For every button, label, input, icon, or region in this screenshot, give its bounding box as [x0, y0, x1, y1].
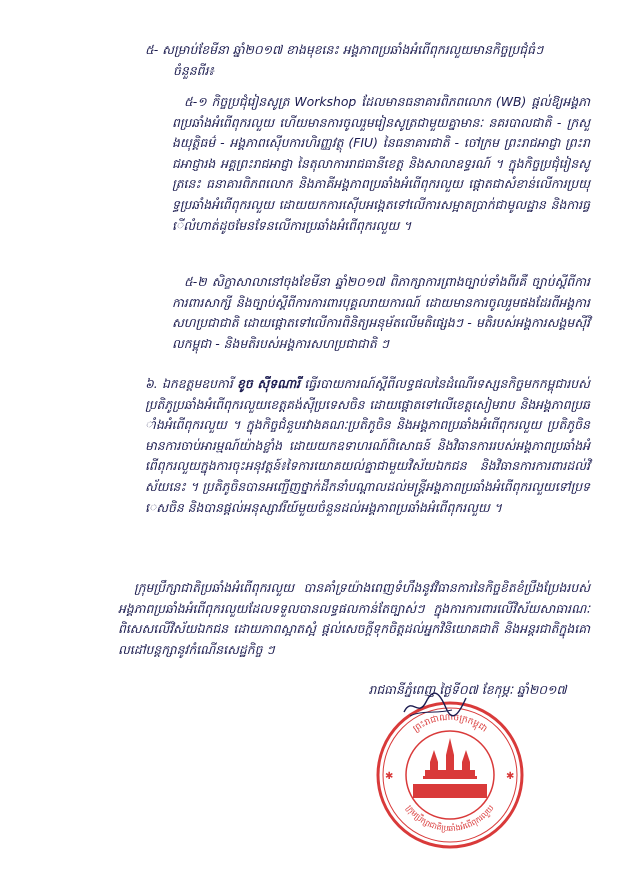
item-5-heading: ៥- សម្រាប់ខែមីនា ឆ្នាំ២០១៧ ខាងមុខនេះ អង្គភាពប្រឆាំងអំពើពុករលួយមានកិច្ចប្រជុំធំៗ: [145, 42, 544, 57]
item-6: [145, 374, 590, 518]
seal-star-right-icon: ✱: [506, 771, 515, 782]
signoff-date-line: រាជធានីភ្នំពេញ ថ្ងៃទី០៧ ខែកុម្ភៈ ឆ្នាំ២០១៧: [368, 682, 567, 697]
angkor-temple-icon: [423, 738, 477, 779]
item-5-1-paragraph: ៥-១ កិច្ចប្រជុំរៀនសូត្រ Workshop ដែលមានធនាគារពិភពលោក (WB) ផ្ដល់ឱ្យអង្គភាពប្រឆាំងអំពើពុករលួយ ហើយមានការចូលរួមរៀនសូត្រជាមួយគ្នាមានៈ នគរបាលជាតិ - ក្រសួងយុត្តិធម៌ - អង្គភាពស៊ើបការហិរញ្ញវត្ថុ (FIU) នៃធនាគារជាតិ - ចៅក្រម ព្រះរាជអាជ្ញា ព្រះរាជអាជ្ញារង អគ្គព្រះរាជអាជ្ញា នៃតុលាការរាជធានីខេត្ត និងសាលាឧទ្ធរណ៍ ។ ក្នុងកិច្ចប្រជុំរៀនសូត្រនេះ ធនាគារពិភពលោក និងភាគីអង្គភាពប្រឆាំងអំពើពុករលួយ ផ្ដោតជាសំខាន់លើការប្រយុទ្ធប្រឆាំងអំពើពុករលួយ ដោយយកការស៊ើបអង្កេតទៅលើការសម្អាតប្រាក់ជាមូលដ្ឋាន និងការធ្វើលំហាត់ដូចមែនទែនលើការប្រឆាំងអំពើពុករលួយ ។: [172, 94, 590, 233]
item-6-number: ៦.: [145, 376, 158, 391]
item-6-text: ធ្វើរបាយការណ៍ស្ដីពីលទ្ធផលនៃដំណើរទស្សនកិច្ចមកកម្ពុជារបស់ប្រតិភូប្រឆាំងអំពើពុករលួយខេត្តគង់ស៊ីប្រទេសចិន ដោយផ្ដោតទៅលើខេត្តសៀមរាប និងអង្គភាពប្រឆាំងអំពើពុករលួយ ។ ក្នុងកិច្ចជំនួបរវាងគណៈប្រតិភូចិន និងអង្គភាពប្រឆាំងអំពើពុករលួយ ប្រតិភូចិនមានការចាប់អារម្មណ៍យ៉ាងខ្លាំង ដោយយកឧទាហរណ៍ពិសោធន៍ និងវិធានការរបស់អង្គភាពប្រឆាំងអំពើពុករលួយក្នុងការចុះអនុវត្តន៍៖ទៃការយោគយល់គ្នាជាមួយវិស័យឯកជន និងវិធានការការពារដល់វិស័យនេះ ។ ប្រតិភូចិនបានអញ្ជើញថ្នាក់ដឹកនាំបណ្ដាលដល់មន្ត្រីអង្គភាពប្រឆាំងអំពើពុករលួយទៅប្រទេសចិន និងបានផ្ដល់អនុស្សាវរីយ៍មួយចំនួនដល់អង្គភាពប្រឆាំងអំពើពុករលួយ ។: [145, 376, 590, 515]
seal-outer-text: ព្រះរាជាណាចក្រកម្ពុជា: [411, 712, 489, 735]
item-5-2-paragraph: ៥-២ សិក្ខាសាលានៅចុងខែមីនា ឆ្នាំ២០១៧ ពិភាក្សាការព្រាងច្បាប់ទាំងពីរគឺ ច្បាប់ស្ដីពីការការពារសាក្សី និងច្បាប់ស្ដីពីការការពារបុគ្គលរាយការណ៍ ដោយមានការចូលរួមផងដែរពីអង្គការសហប្រជាជាតិ ដោយផ្ដោតទៅលើការពិនិត្យអនុម័តលើមតិផ្សេងៗ - មតិរបស់អង្គការសង្គមស៊ីវិលកម្ពុជា - និងមតិរបស់អង្គការសហប្រជាជាតិ ៗ: [172, 274, 590, 351]
item-5: [145, 40, 587, 81]
seal-banner: [413, 784, 487, 798]
seal-bottom-text: ក្រុមប្រឹក្សាជាតិប្រឆាំងអំពើពុករលួយ: [404, 803, 496, 834]
item-5-heading-continued: ចំនួនពីរ៖: [173, 62, 214, 78]
closing-paragraph: ក្រុមប្រឹក្សាជាតិប្រឆាំងអំពើពុករលួយ បានគាំទ្រយ៉ាងពេញទំហឹងនូវវិធានការនៃកិច្ចខិតខំប្រឹងប្រែងរបស់អង្គភាពប្រឆាំងអំពើពុករលួយដែលទទួលបានលទ្ធផលកាន់តែច្បាស់ៗ ក្នុងការការពារលើវិស័យសាធារណៈ ពិសេសលើវិស័យឯកជន ដោយភាពស្អាតស្អំ ផ្ដល់សេចក្ដីទុកចិត្តដល់អ្នកវិនិយោគជាតិ និងអន្តរជាតិក្នុងគោលដៅបន្តក្សានូវកំណើនសេដ្ឋកិច្ច ៗ: [118, 580, 590, 657]
handwritten-signature: [400, 690, 470, 720]
item-6-person-name: ខូច ស៊ីទណារី: [237, 376, 301, 391]
official-seal: [375, 700, 525, 850]
item-6-lead: ឯកឧត្តមឧបការី: [161, 376, 233, 391]
seal-star-left-icon: ✱: [385, 771, 394, 782]
